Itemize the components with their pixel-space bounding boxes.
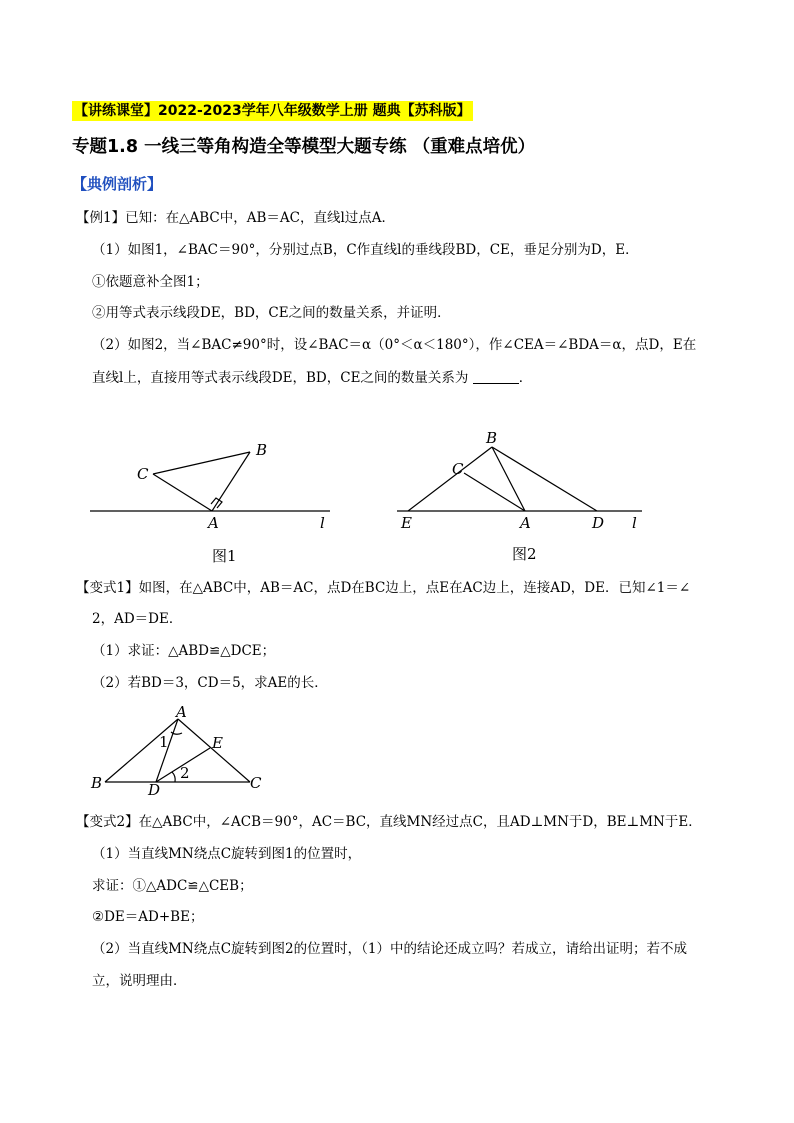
variant1-line-2: 2，AD＝DE． [92, 611, 183, 627]
v1-label-angle-1: 1 [159, 733, 169, 751]
header-banner: 【讲练课堂】2022-2023学年八年级数学上册 题典【苏科版】 [74, 103, 471, 119]
variant2-line-4: ②DE＝AD+BE； [92, 909, 204, 925]
fig2-segment-BD [492, 447, 597, 511]
example1-line-4: ②用等式表示线段DE，BD，CE之间的数量关系，并证明． [92, 305, 451, 321]
fig2-caption: 图2 [512, 545, 537, 563]
variant2-line-2: （1）当直线MN绕点C旋转到图1的位置时， [92, 846, 362, 862]
variant2-line-6: 立，说明理由． [92, 973, 187, 989]
fig2-label-C: C [452, 460, 464, 478]
example1-line-1: 【例1】已知：在△ABC中，AB＝AC，直线l过点A． [76, 210, 396, 226]
variant1-line-1: 【变式1】如图，在△ABC中，AB＝AC，点D在BC边上，点E在AC边上，连接AD，DE．已知∠1＝∠ [76, 580, 691, 596]
example1-line-2: （1）如图1，∠BAC＝90°，分别过点B，C作直线l的垂线段BD，CE，垂足分别为D，E． [92, 242, 639, 258]
variant2-line-3: 求证：①△ADC≌△CEB； [92, 878, 253, 894]
fig1-label-A: A [208, 514, 219, 532]
fig2-label-l: l [632, 514, 637, 532]
fig1-caption: 图1 [212, 547, 237, 565]
v1-label-B: B [91, 774, 103, 792]
example1-line-6-text: 直线l上，直接用等式表示线段DE，BD，CE之间的数量关系为 [92, 370, 469, 386]
page-title: 专题1.8 一线三等角构造全等模型大题专练 （重难点培优） [72, 137, 536, 157]
example1-line-6-end: ． [518, 370, 533, 386]
fig1-label-l: l [320, 514, 325, 532]
section-heading: 【典例剖析】 [72, 175, 163, 193]
fig1-segment-CB [153, 452, 250, 474]
fig2-label-E: E [401, 514, 412, 532]
variant1-line-3: （1）求证：△ABD≌△DCE； [92, 643, 276, 659]
variant1-line-4: （2）若BD＝3，CD＝5，求AE的长． [92, 675, 328, 691]
v1-label-D: D [148, 781, 161, 799]
fig1-label-B: B [256, 441, 268, 459]
v1-label-A: A [176, 703, 187, 721]
fig2-label-A: A [520, 514, 531, 532]
variant2-line-1: 【变式2】在△ABC中，∠ACB＝90°，AC＝BC，直线MN经过点C，且AD⊥MN于D，BE⊥MN于E． [76, 814, 702, 830]
v1-label-C: C [250, 774, 262, 792]
fig2-segment-EB [408, 447, 492, 511]
example1-line-5: （2）如图2，当∠BAC≠90°时，设∠BAC＝α（0°＜α＜180°），作∠CEA＝∠BDA＝α，点D，E在 [92, 337, 697, 353]
fig1-segment-AB [212, 452, 250, 511]
v1-angle-2-arc [172, 772, 175, 782]
figure-2 [397, 447, 642, 511]
v1-label-angle-2: 2 [180, 764, 190, 782]
variant2-line-5: （2）当直线MN绕点C旋转到图2的位置时，（1）中的结论还成立吗？若成立，请给出证明；若不成 [92, 941, 687, 957]
fig2-label-D: D [592, 514, 605, 532]
fig1-segment-CA [153, 474, 212, 511]
fig1-label-C: C [137, 465, 149, 483]
example1-line-3: ①依题意补全图1； [92, 274, 209, 290]
variant1-figure [105, 719, 250, 782]
figure-1 [90, 452, 330, 511]
v1-label-E: E [212, 734, 223, 752]
fig2-label-B: B [486, 429, 498, 447]
